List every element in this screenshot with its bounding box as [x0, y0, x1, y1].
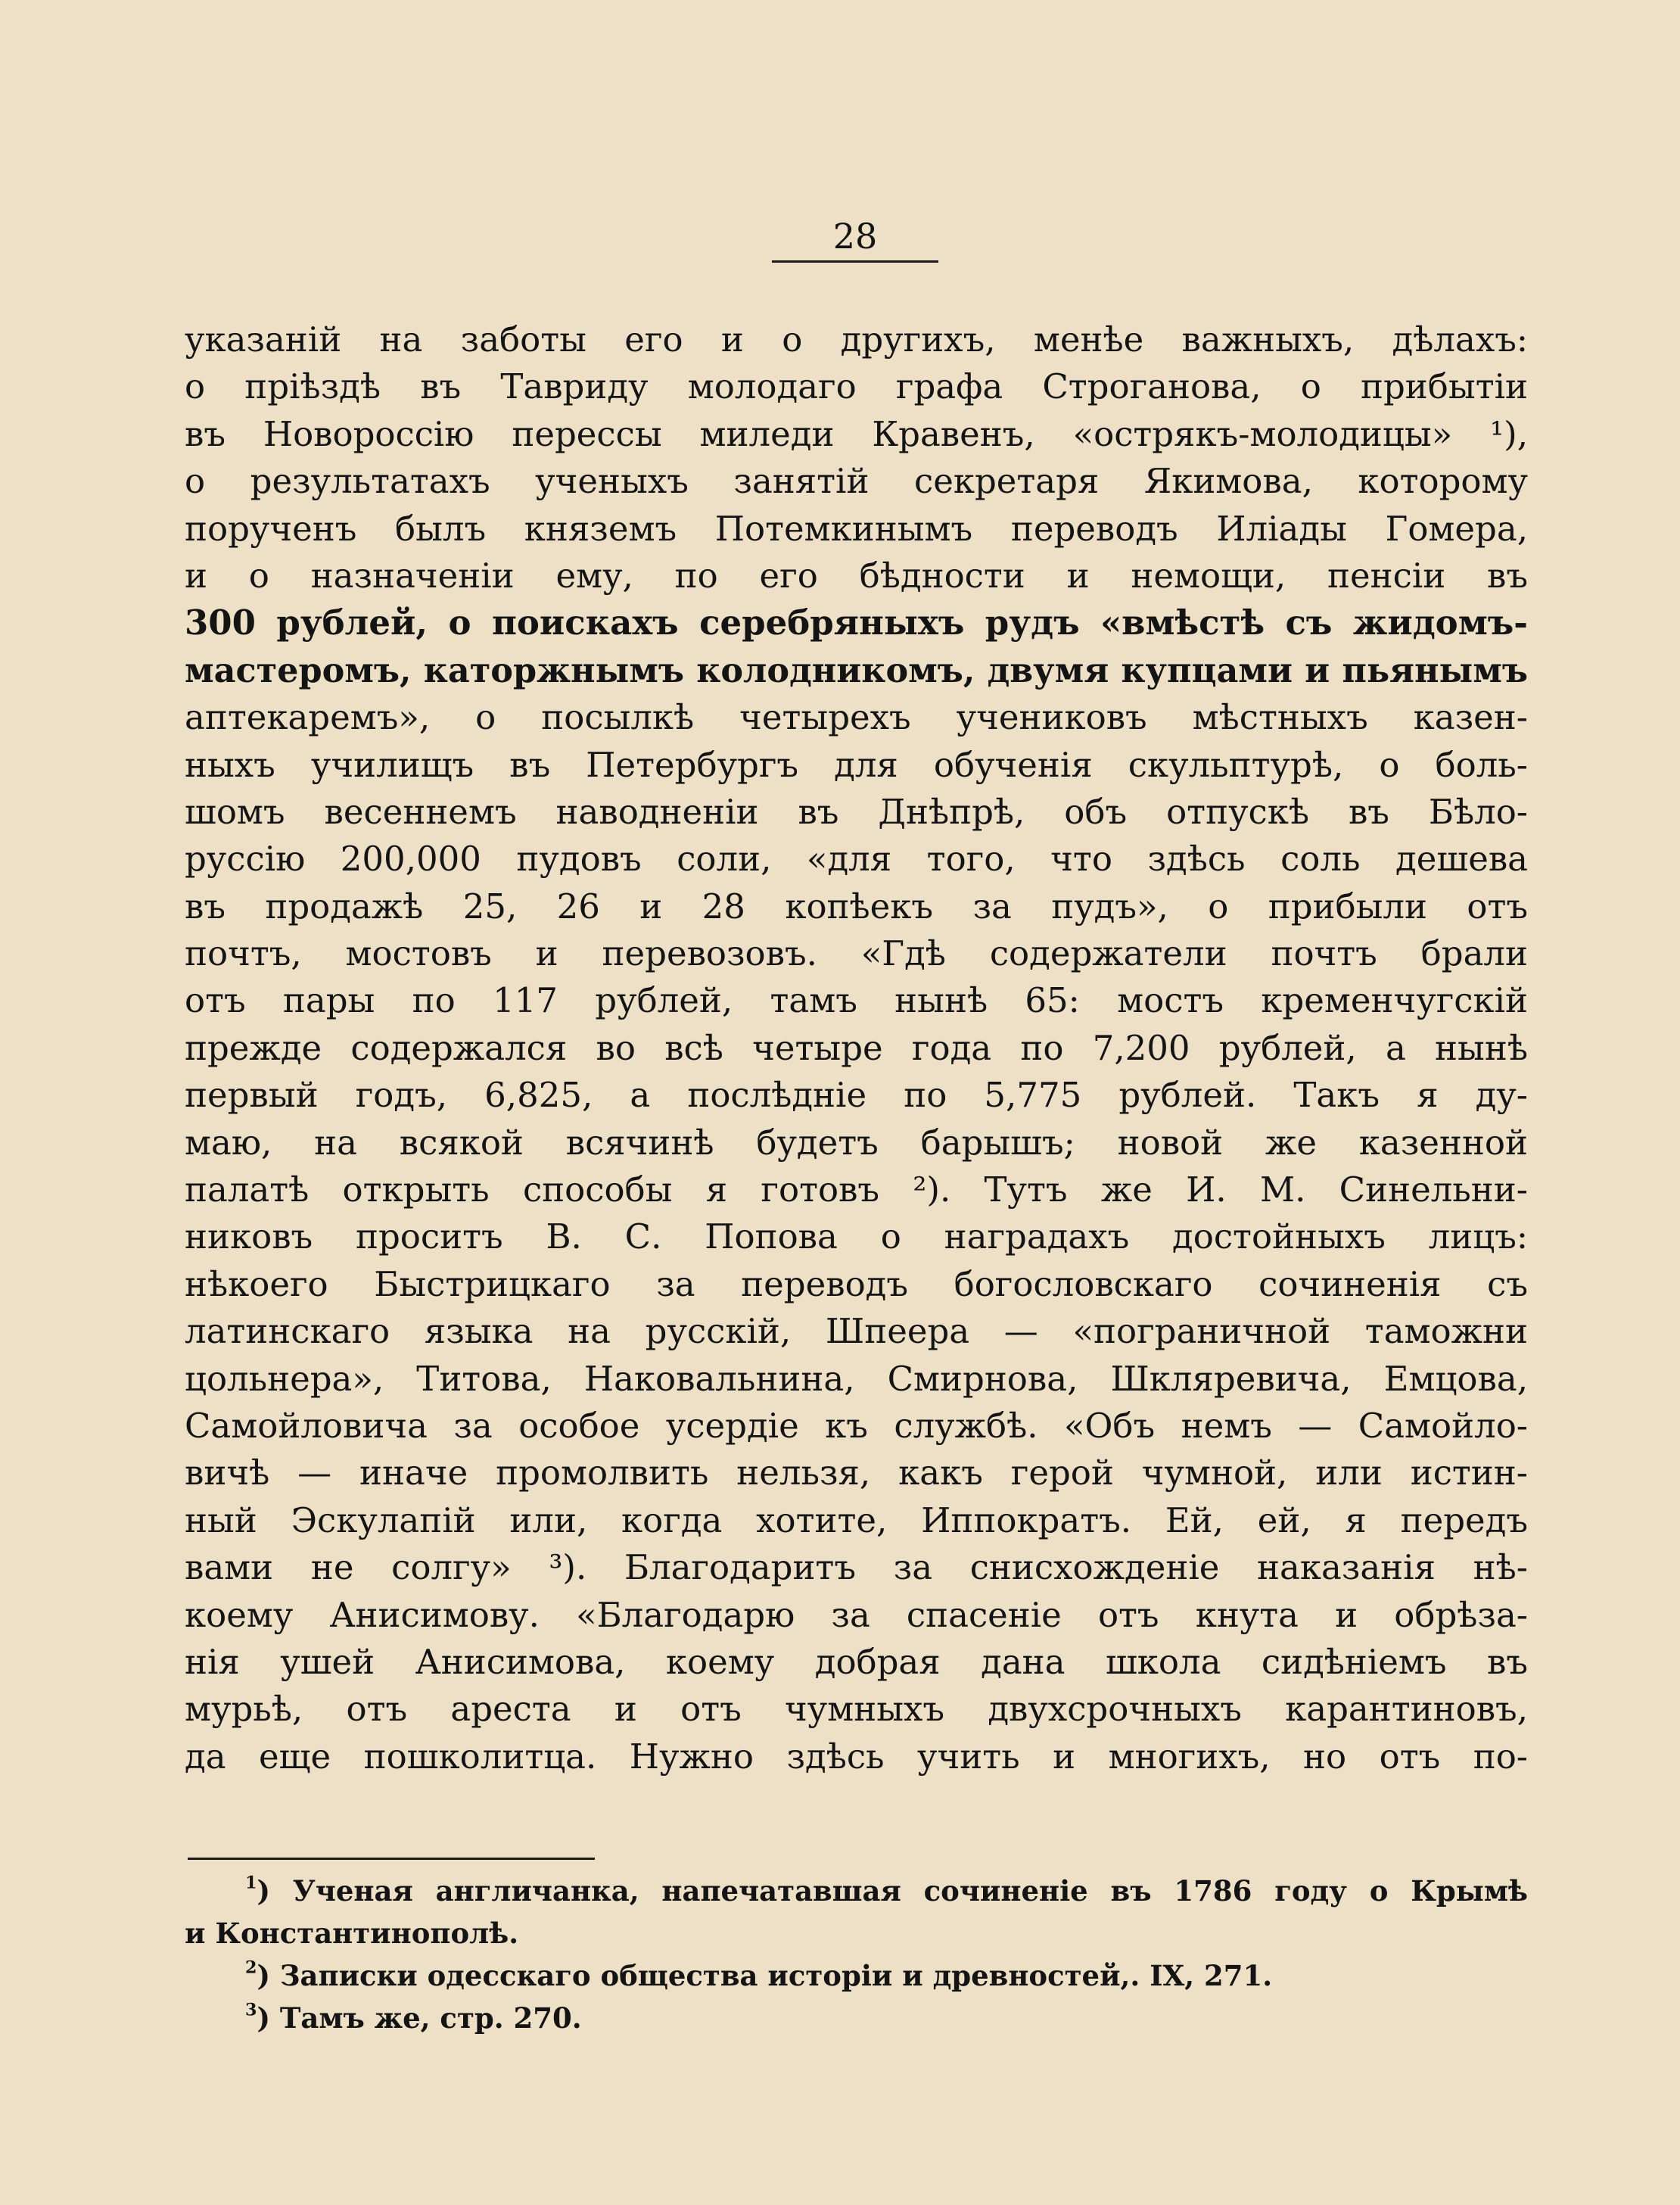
footnote-marker: 1: [245, 1873, 257, 1893]
text-line: первый годъ, 6,825, а послѣдніе по 5,775 рублей. Такъ я ду-: [185, 1075, 1528, 1116]
text-line: Самойловича за особое усердіе къ службѣ. «Объ немъ — Самойло-: [185, 1405, 1528, 1446]
text-line: ныхъ училищъ въ Петербургъ для обученія скульптурѣ, о боль-: [185, 744, 1528, 785]
footnote-text: ) Тамъ же, стр. 270.: [257, 2001, 582, 2035]
text-line: никовъ проситъ В. С. Попова о наградахъ достойныхъ лицъ:: [185, 1216, 1528, 1257]
text-line: мурьѣ, отъ ареста и отъ чумныхъ двухсрочныхъ карантиновъ,: [185, 1689, 1528, 1730]
text-line: въ продажѣ 25, 26 и 28 копѣекъ за пудъ», о прибыли отъ: [185, 886, 1528, 927]
text-line: въ Новороссію перессы миледи Кравенъ, «острякъ-молодицы» ¹),: [185, 413, 1528, 454]
text-line: порученъ былъ княземъ Потемкинымъ переводъ Иліады Гомера,: [185, 508, 1528, 549]
text-line: руссію 200,000 пудовъ соли, «для того, что здѣсь соль дешева: [185, 839, 1528, 880]
text-line: нѣкоего Быстрицкаго за переводъ богословскаго сочиненія съ: [185, 1263, 1528, 1304]
text-line: почтъ, мостовъ и перевозовъ. «Гдѣ содержатели почтъ брали: [185, 933, 1528, 974]
text-line: ный Эскулапій или, когда хотите, Иппократъ. Ей, ей, я передъ: [185, 1500, 1528, 1540]
footnote-marker: 2: [245, 1957, 257, 1978]
text-line: о результатахъ ученыхъ занятій секретаря Якимова, которому: [185, 461, 1528, 502]
footnote: [185, 1870, 1528, 1912]
footnote: [185, 1997, 1528, 2039]
text-line: вами не солгу» ³). Благодаритъ за снисхожденіе наказанія нѣ-: [185, 1547, 1528, 1588]
text-line: и о назначеніи ему, по его бѣдности и немощи, пенсіи въ: [185, 555, 1528, 596]
text-line: палатѣ открыть способы я готовъ ²). Тутъ же И. М. Синельни-: [185, 1169, 1528, 1210]
text-line: прежде содержался во всѣ четыре года по 7,200 рублей, а нынѣ: [185, 1027, 1528, 1068]
page-number: 28: [832, 216, 878, 257]
footnote-rule: [188, 1858, 595, 1860]
text-line: цольнера», Титова, Наковальнина, Смирнова, Шкляревича, Емцова,: [185, 1358, 1528, 1399]
text-line: латинскаго языка на русскій, Шпеера — «пограничной таможни: [185, 1311, 1528, 1352]
text-line: маю, на всякой всячинѣ будетъ барышъ; новой же казенной: [185, 1122, 1528, 1163]
footnotes: [185, 1870, 1528, 2039]
footnote-marker: 3: [245, 2000, 257, 2020]
body-text: [185, 316, 1528, 1780]
text-line: аптекаремъ», о посылкѣ четырехъ учениковъ мѣстныхъ казен-: [185, 697, 1528, 738]
text-line: шомъ весеннемъ наводненіи въ Днѣпрѣ, объ отпускѣ въ Бѣло-: [185, 791, 1528, 832]
text-line: 300 рублей, о поискахъ серебряныхъ рудъ «вмѣстѣ съ жидомъ-: [185, 603, 1528, 643]
page-number-rule: [772, 260, 938, 263]
footnote-continuation: и Константинополѣ.: [185, 1917, 519, 1950]
footnote-text: ) Ученая англичанка, напечатавшая сочиненіе въ 1786 году о Крымѣ: [257, 1874, 1528, 1908]
text-line: вичѣ — иначе промолвить нельзя, какъ герой чумной, или истин-: [185, 1453, 1528, 1493]
text-line: указаній на заботы его и о другихъ, менѣе важныхъ, дѣлахъ:: [185, 319, 1528, 360]
text-line: нія ушей Анисимова, коему добрая дана школа сидѣніемъ въ: [185, 1641, 1528, 1682]
text-line: мастеромъ, каторжнымъ колодникомъ, двумя купцами и пьянымъ: [185, 650, 1528, 690]
text-line: о пріѣздѣ въ Тавриду молодаго графа Строганова, о прибытіи: [185, 366, 1528, 407]
text-line: отъ пары по 117 рублей, тамъ нынѣ 65: мостъ кременчугскій: [185, 980, 1528, 1021]
footnote-text: ) Записки одесскаго общества исторіи и древностей,. IX, 271.: [257, 1959, 1273, 1992]
text-line: да еще пошколитца. Нужно здѣсь учить и многихъ, но отъ по-: [185, 1736, 1528, 1777]
text-line: коему Анисимову. «Благодарю за спасеніе отъ кнута и обрѣза-: [185, 1594, 1528, 1635]
footnote: [185, 1954, 1528, 1997]
